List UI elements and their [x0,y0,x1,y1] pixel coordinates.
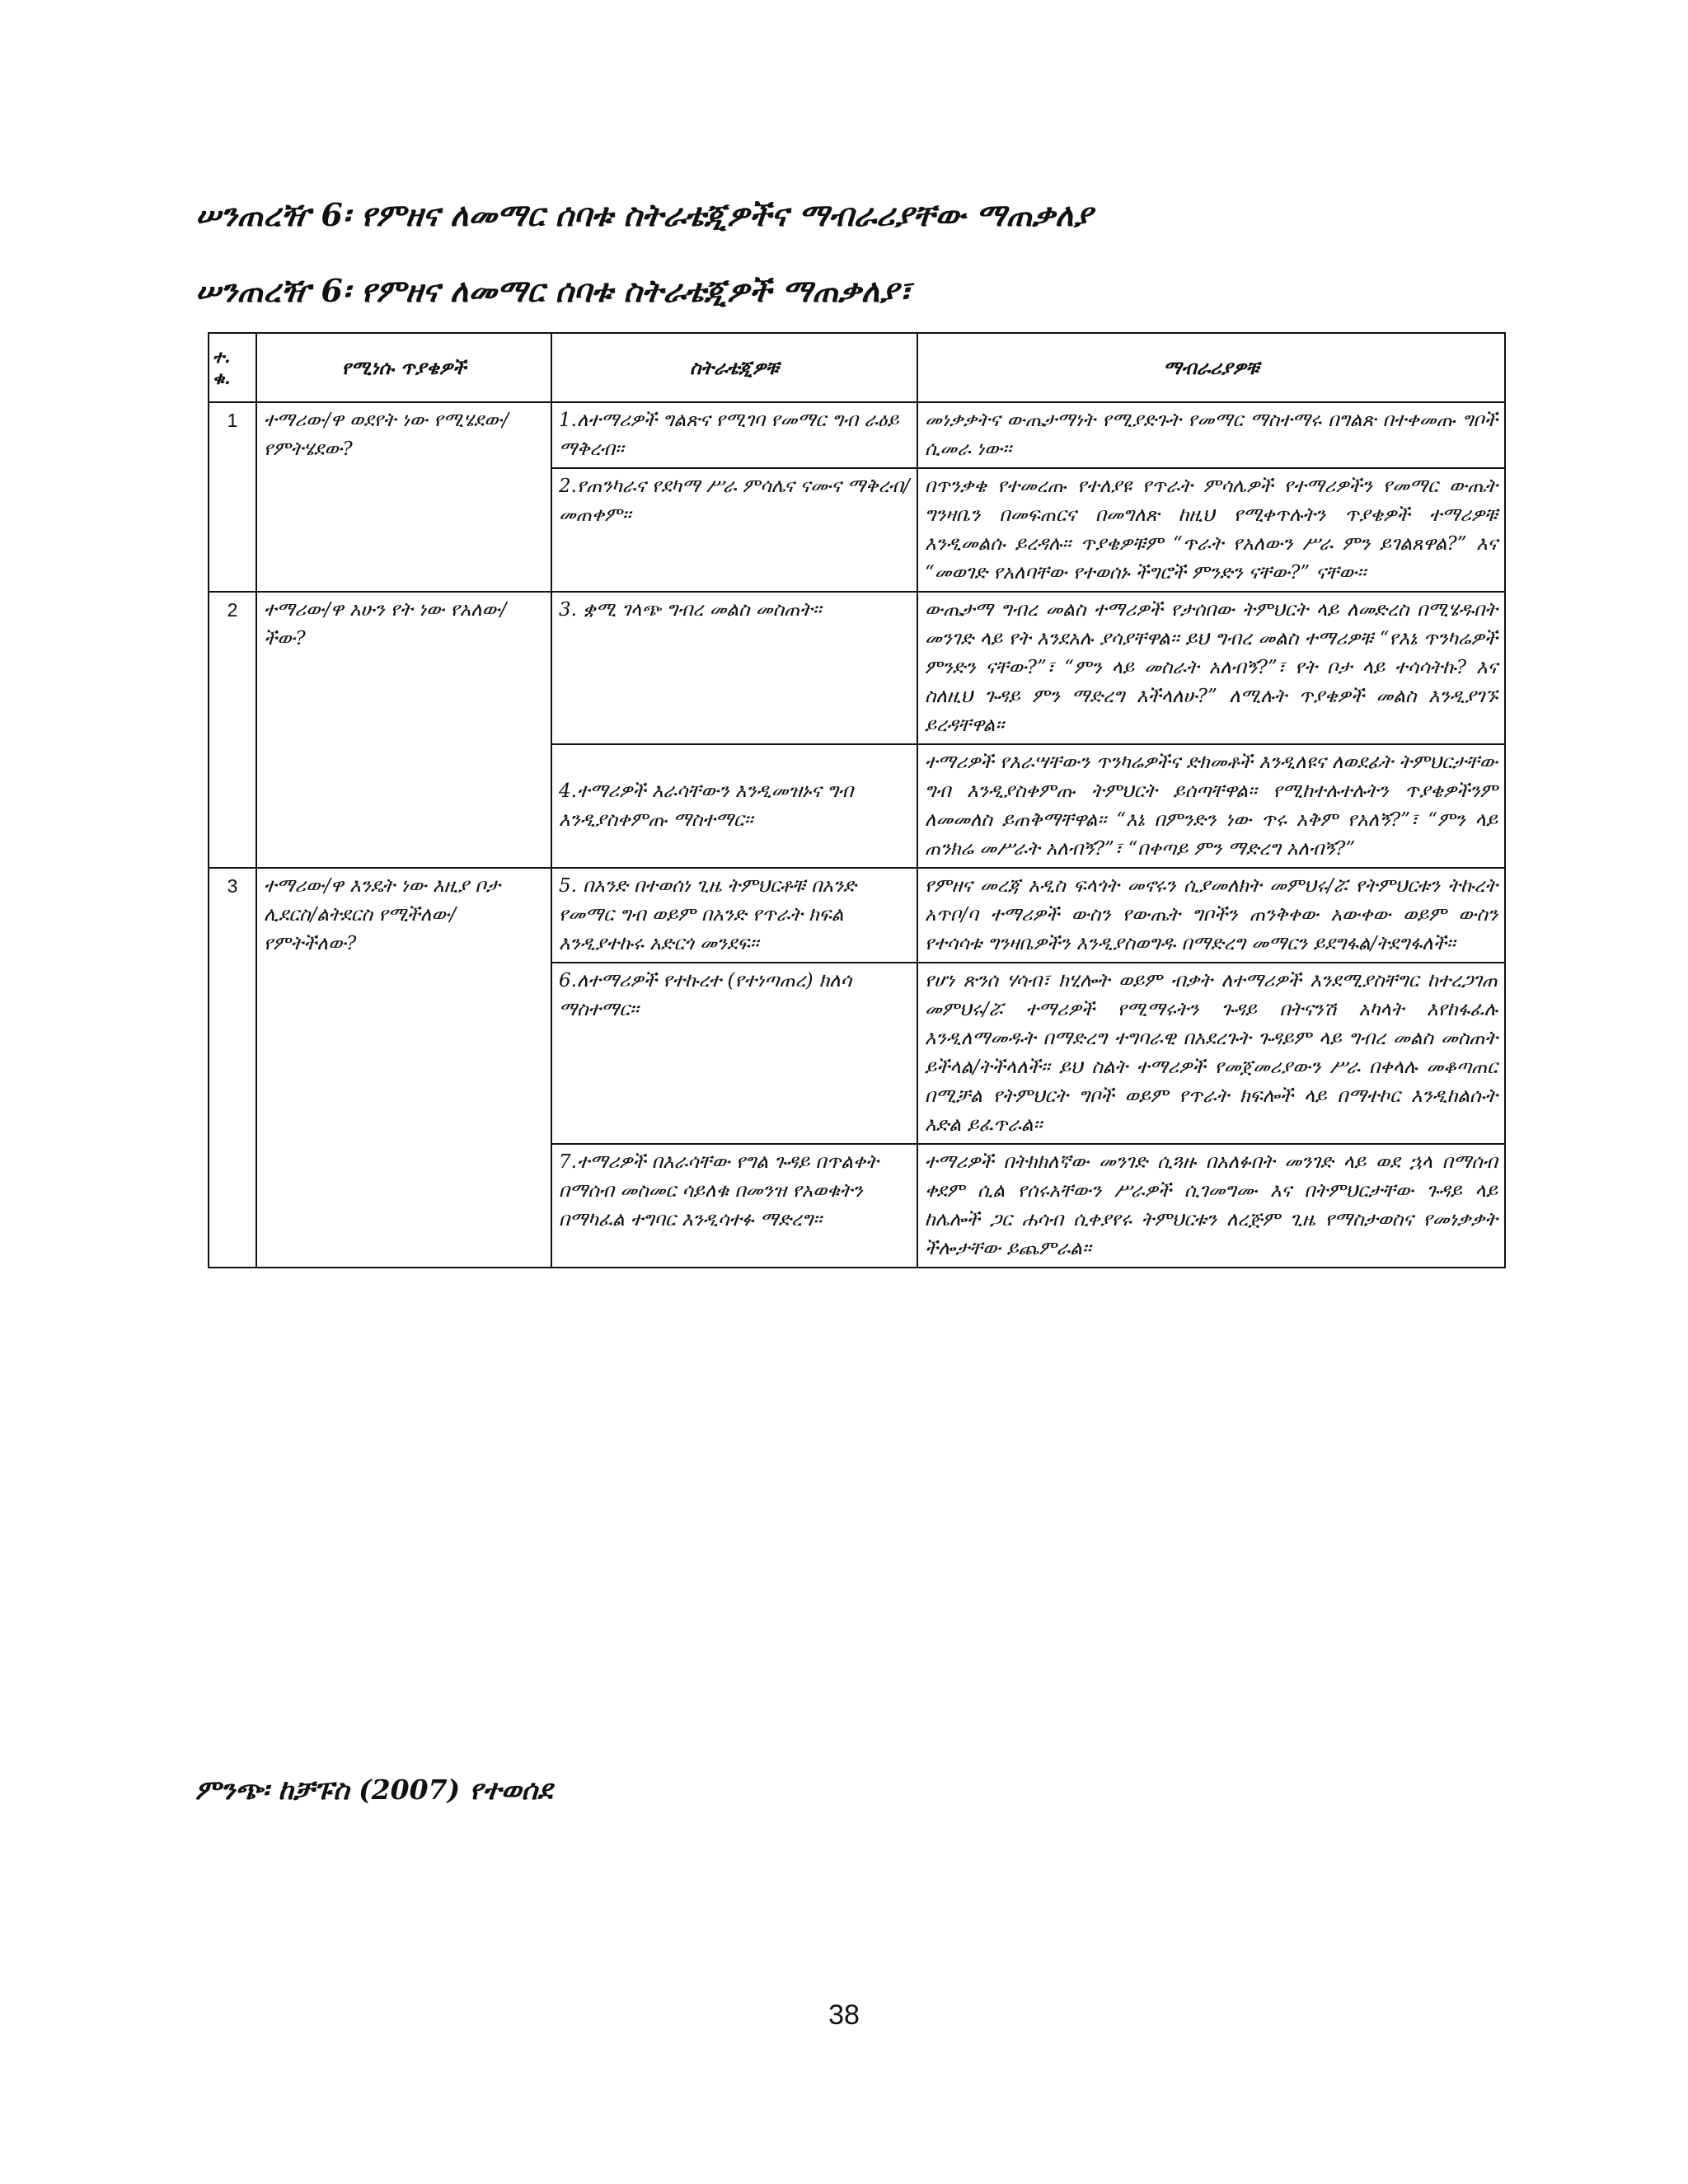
table-row [209,402,1505,468]
question-cell: ተማሪው/ዋ ወደየት ነው የሚሄደው/ የምትሄደው? [256,402,551,592]
explanation-cell: በጥንቃቄ የተመረጡ የተለያዩ የጥራት ምሳሌዎች የተማሪዎችን የመማር ውጤት ግንዛቤን በመፍጠርና በመግለጽ ከዚህ የሚቀጥሉትን ጥያቄዎች ተማሪዎቹ እንዲመልሱ ይረዳሉ፡፡ ጥያቄዎቹም “ጥራት የአለውን ሥራ ምን ይገልጸዋል?” እና “መወገድ የአለባቸው የተወሰኑ ችግሮች ምንድን ናቸው?” ናቸው፡፡ [917,468,1505,592]
strategy-cell: 4.ተማሪዎች እራሳቸውን እንዲመዝኑና ግብ እንዲያስቀምጡ ማስተማር፡፡ [551,744,917,868]
header-explanations: ማብራሪያዎቹ [917,333,1505,402]
explanation-cell: የምዘና መረጃ አዲስ ፍላጎት መኖሩን ሲያመለክት መምህሩ/ሯ የትምህርቱን ትኩረት አጥቦ/ባ ተማሪዎች ውስን የውጤት ግቦችን ጠንቅቀው አውቀው ወይም ውስን የተሳሳቱ ግንዛቤዎችን እንዲያስወግዱ በማድረግ መማርን ይደግፋል/ትደግፋለች፡፡ [917,868,1505,963]
strategy-cell: 1.ለተማሪዎች ግልጽና የሚገባ የመማር ግብ ራዕይ ማቅረብ፡፡ [551,402,917,468]
header-questions: የሚነሱ ጥያቄዎች [256,333,551,402]
table-caption: ሠንጠረዥ 6፡ የምዘና ለመማር ሰባቱ ስትራቴጂዎች ማጠቃለያ፣ [195,272,912,309]
explanation-cell: ተማሪዎች የእራሣቸውን ጥንካሬዎችና ድክመቶች እንዲለዩና ለወደፊት ትምህርታቸው ግብ እንዲያስቀምጡ ትምህርት ይሰጣቸዋል፡፡ የሚከተሉተሉትን ጥያቄዎችንም ለመመለስ ይጠቅማቸዋል፡፡ “እኔ በምንድን ነው ጥሩ አቅም የአለኝ?”፣ “ምን ላይ ጠንክሬ መሥራት አለብኝ?”፣ “በቀጣይ ምን ማድረግ አለብኝ?” [917,744,1505,868]
strategies-table [208,332,1506,1268]
strategy-cell: 5. በአንድ በተወሰነ ጊዜ ትምህርቶቹ በአንድ የመማር ግብ ወይም በአንድ የጥራት ክፍል እንዲያተኩሩ አድርጎ መንደፍ፡፡ [551,868,917,963]
table-row [209,868,1505,963]
page-number: 38 [828,1999,860,2031]
explanation-cell: መነቃቃትና ውጤታማነት የሚያድጉት የመማር ማስተማሩ በግልጽ በተቀመጡ ግቦች ሲመራ ነው፡፡ [917,402,1505,468]
explanation-cell: የሆነ ጽንሰ ሃሳብ፣ ክሂሎት ወይም ብቃት ለተማሪዎች እንደሚያስቸግር ከተረጋገጠ መምህሩ/ሯ ተማሪዎች የሚማሩትን ጉዳይ በትናንሽ አካላት እየከፋፈሉ እንዲለማመዱት በማድረግ ተግባራዊ በአደረጉት ጉዳይም ላይ ግብረ መልስ መስጠት ይችላል/ትችላለች፡፡ ይህ ስልት ተማሪዎች የመጀመሪያውን ሥራ በቀላሉ መቆጣጠር በሚቻል የትምህርት ግቦች ወይም የጥራት ክፍሎች ላይ በማተኮር እንዲከልሱት እድል ይፈጥራል፡፡ [917,963,1505,1144]
question-cell: ተማሪው/ዋ እንዴት ነው እዚያ ቦታ ሊደርስ/ልትደርስ የሚችለው/የምትችለው? [256,868,551,1268]
table-header-row [209,333,1505,402]
question-cell: ተማሪው/ዋ አሁን የት ነው የአለው/ ችው? [256,592,551,868]
header-strategies: ስትራቴጂዎቹ [551,333,917,402]
strategy-cell: 6.ለተማሪዎች የተኩረተ (የተነጣጠረ) ክለሳ ማስተማር፡፡ [551,963,917,1144]
explanation-cell: ተማሪዎች በትክክለኛው መንገድ ሲጓዙ በአለፉበት መንገድ ላይ ወደ ኋላ በማሰብ ቀደም ሲል የሰሩአቸውን ሥራዎች ሲገመግሙ እና በትምህርታቸው ጉዳይ ላይ ከሌሎች ጋር ሐሳብ ሲቀያየሩ ትምህርቱን ለረጅም ጊዜ የማስታወስና የመነቃቃት ችሎታቸው ይጨምራል፡፡ [917,1144,1505,1268]
table-title: ሠንጠረዥ 6፡ የምዘና ለመማር ሰባቱ ስትራቴጂዎችና ማብራሪያቸው ማጠቃለያ [195,196,1093,233]
source-note: ምንጭ፡ ከቻፑስ (2007) የተወሰደ [195,1774,552,1806]
row-number: 3 [209,868,256,1268]
table-row [209,592,1505,744]
strategy-cell: 3. ቋሚ ገላጭ ግብረ መልስ መስጠት፡፡ [551,592,917,744]
strategy-cell: 7.ተማሪዎች በእራሳቸው የግል ጉዳይ በጥልቀት በማሰብ መስመር ሳይለቁ በመንዝ የአወቁትን በማካፈል ተግባር እንዲሳተፉ ማድረግ፡፡ [551,1144,917,1268]
row-number: 1 [209,402,256,592]
row-number: 2 [209,592,256,868]
strategy-cell: 2.የጠንካራና የደካማ ሥራ ምሳሌና ናሙና ማቅረብ/ መጠቀም፡፡ [551,468,917,592]
explanation-cell: ውጤታማ ግብረ መልስ ተማሪዎች የታሰበው ትምህርት ላይ ለመድረስ በሚሄዱበት መንገድ ላይ የት እንደአሉ ያሳያቸዋል፡፡ ይህ ግብረ መልስ ተማሪዎቹ “የእኔ ጥንካሬዎች ምንድን ናቸው?”፣ “ምን ላይ መስራት አለብኝ?”፣ የት ቦታ ላይ ተሳሳትኩ? እና ስለዚህ ጉዳይ ምን ማድረግ እችላለሁ?” ለሚሉት ጥያቄዎች መልስ እንዲያገኙ ይረዳቸዋል፡፡ [917,592,1505,744]
header-number: ተ. ቁ. [209,333,256,402]
